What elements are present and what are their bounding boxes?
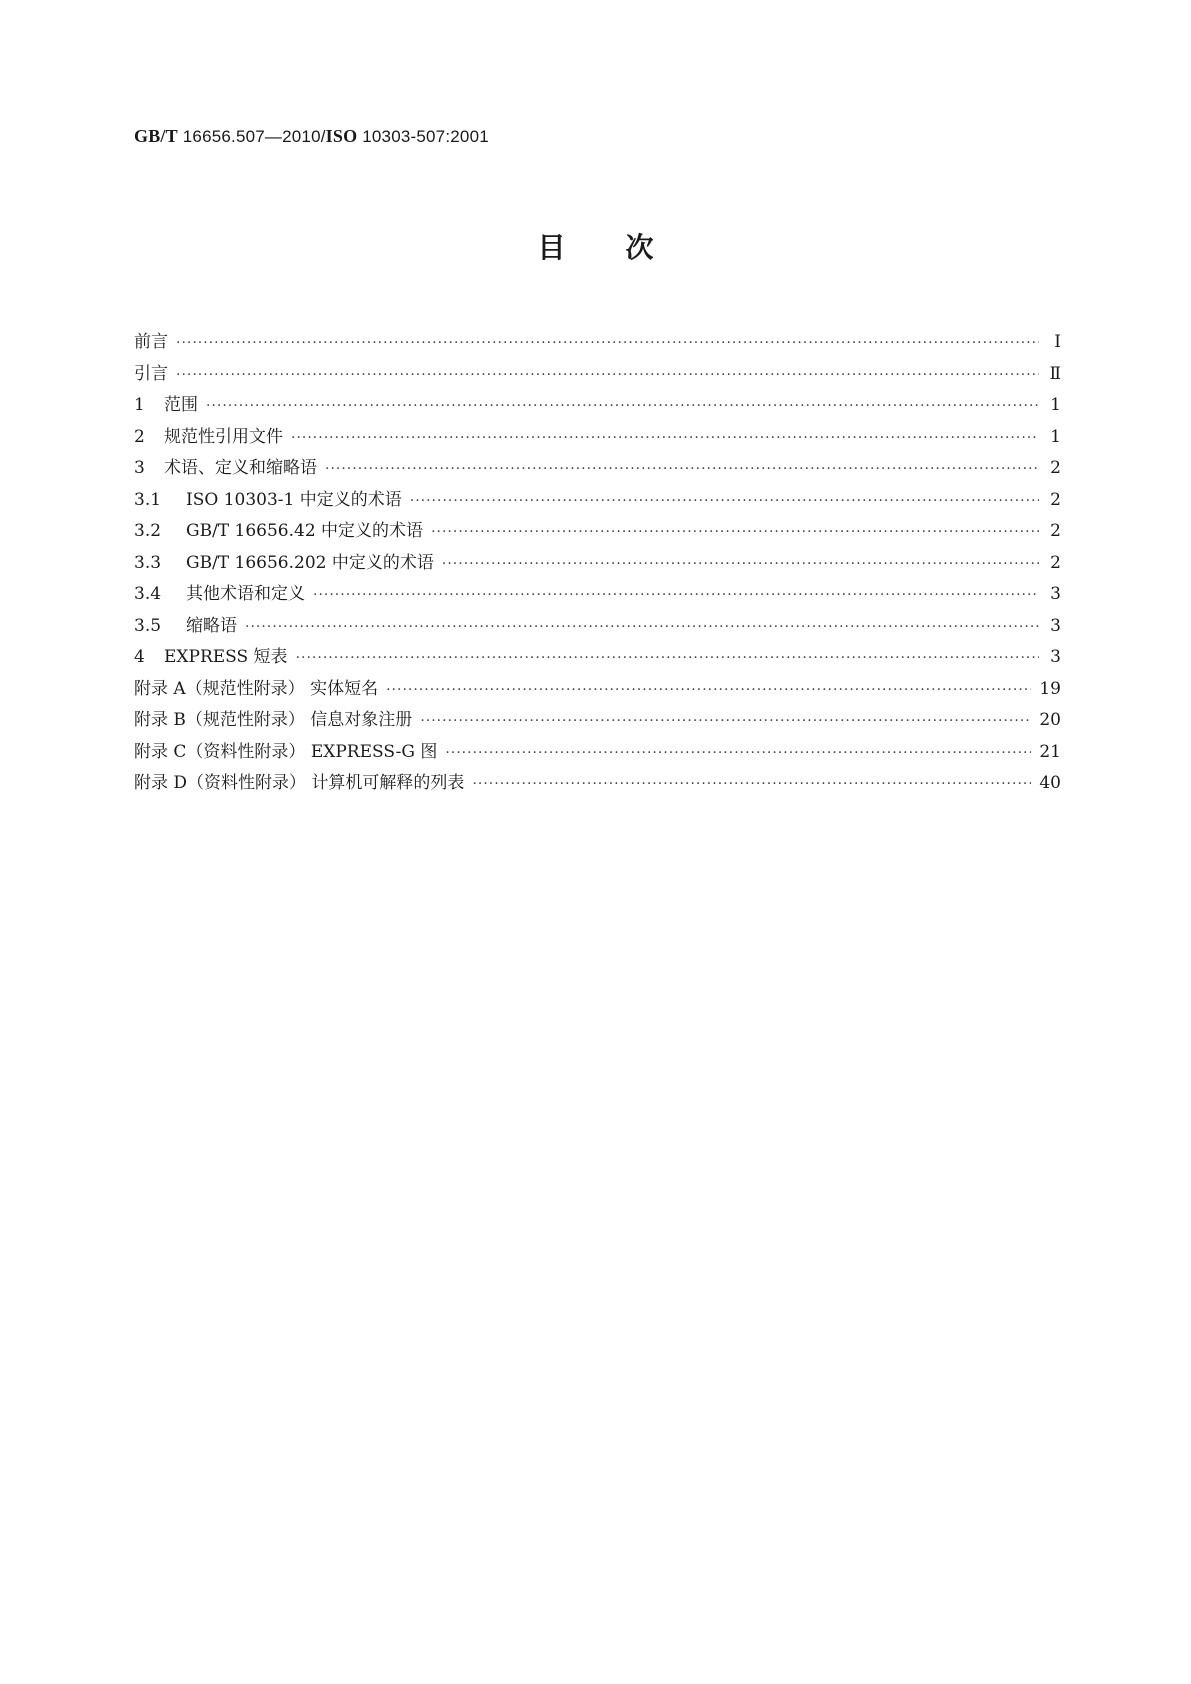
toc-entry[interactable]: [134, 642, 1061, 674]
toc-entry-label: 规范性引用文件: [164, 426, 283, 447]
toc-leader-dots: [431, 517, 1039, 549]
toc-leader-dots: [206, 391, 1039, 423]
toc-entry-page: 40: [1039, 773, 1061, 793]
toc-leader-dots: [176, 360, 1039, 392]
toc-entry-label: 引言: [134, 363, 168, 384]
toc-entry[interactable]: [134, 516, 1061, 548]
std-prefix: GB/T: [134, 126, 178, 146]
toc-entry[interactable]: [134, 390, 1061, 422]
toc-entry-page: 3: [1050, 647, 1061, 667]
toc-entry-page: 21: [1039, 741, 1061, 762]
toc-entry-page: 20: [1039, 710, 1061, 730]
toc-leader-dots: [296, 643, 1039, 675]
toc-entry[interactable]: [134, 611, 1061, 643]
toc-entry-number: 3.4: [134, 584, 162, 604]
toc-leader-dots: [445, 738, 1031, 770]
toc-entry-label: 附录 D（资料性附录） 计算机可解释的列表: [134, 773, 465, 793]
toc-entry[interactable]: [134, 548, 1061, 580]
toc-entry-page: 1: [1050, 395, 1061, 415]
toc-entry-page: 2: [1050, 489, 1061, 510]
toc-entry-number: 2: [134, 426, 145, 447]
toc-entry-label: 术语、定义和缩略语: [164, 458, 317, 478]
toc-entry[interactable]: [134, 359, 1061, 391]
toc-entry[interactable]: [134, 485, 1061, 517]
toc-entry-page: 19: [1039, 678, 1061, 699]
toc-entry-label: ISO 10303-1 中定义的术语: [186, 489, 402, 510]
iso-number: 10303-507:2001: [362, 127, 489, 146]
table-of-contents: [134, 327, 1061, 800]
toc-entry-number: 1: [134, 395, 145, 415]
toc-entry-page: Ⅱ: [1049, 363, 1061, 384]
toc-entry[interactable]: [134, 768, 1061, 800]
standard-header: [134, 126, 489, 147]
toc-entry-number: 3.2: [134, 521, 162, 541]
toc-leader-dots: [420, 706, 1031, 738]
toc-entry-label: 其他术语和定义: [186, 584, 305, 604]
toc-entry-number: 4: [134, 647, 145, 667]
toc-entry-label: 附录 B（规范性附录） 信息对象注册: [134, 710, 413, 730]
toc-leader-dots: [472, 769, 1031, 801]
toc-leader-dots: [442, 549, 1039, 581]
toc-entry[interactable]: [134, 737, 1061, 769]
iso-prefix: ISO: [325, 126, 358, 146]
toc-entry[interactable]: [134, 674, 1061, 706]
toc-leader-dots: [291, 423, 1039, 455]
toc-leader-dots: [176, 328, 1039, 360]
toc-entry[interactable]: [134, 705, 1061, 737]
toc-leader-dots: [313, 580, 1039, 612]
toc-leader-dots: [410, 486, 1039, 518]
toc-entry-number: 3.3: [134, 552, 162, 573]
toc-entry[interactable]: [134, 422, 1061, 454]
toc-entry[interactable]: [134, 327, 1061, 359]
toc-entry-page: 3: [1050, 615, 1061, 636]
toc-leader-dots: [325, 454, 1039, 486]
std-number: 16656.507—2010/: [182, 127, 326, 146]
toc-entry-label: GB/T 16656.202 中定义的术语: [186, 552, 434, 573]
toc-entry-page: 1: [1050, 426, 1061, 447]
toc-entry-label: 前言: [134, 332, 168, 352]
toc-entry-label: EXPRESS 短表: [164, 647, 288, 667]
toc-entry-page: Ⅰ: [1054, 332, 1061, 352]
toc-entry[interactable]: [134, 453, 1061, 485]
toc-entry-label: 范围: [164, 395, 198, 415]
toc-entry[interactable]: [134, 579, 1061, 611]
page-title: 目次: [537, 231, 714, 264]
toc-entry-label: 附录 A（规范性附录） 实体短名: [134, 678, 379, 699]
toc-entry-label: 缩略语: [186, 615, 237, 636]
toc-entry-page: 2: [1050, 521, 1061, 541]
toc-entry-number: 3.1: [134, 489, 162, 510]
toc-leader-dots: [245, 612, 1039, 644]
toc-leader-dots: [386, 675, 1031, 707]
toc-entry-label: 附录 C（资料性附录） EXPRESS-G 图: [134, 741, 438, 762]
toc-entry-label: GB/T 16656.42 中定义的术语: [186, 521, 424, 541]
toc-entry-number: 3.5: [134, 615, 162, 636]
toc-entry-page: 2: [1050, 552, 1061, 573]
toc-entry-number: 3: [134, 458, 145, 478]
toc-entry-page: 3: [1050, 584, 1061, 604]
toc-entry-page: 2: [1050, 458, 1061, 478]
